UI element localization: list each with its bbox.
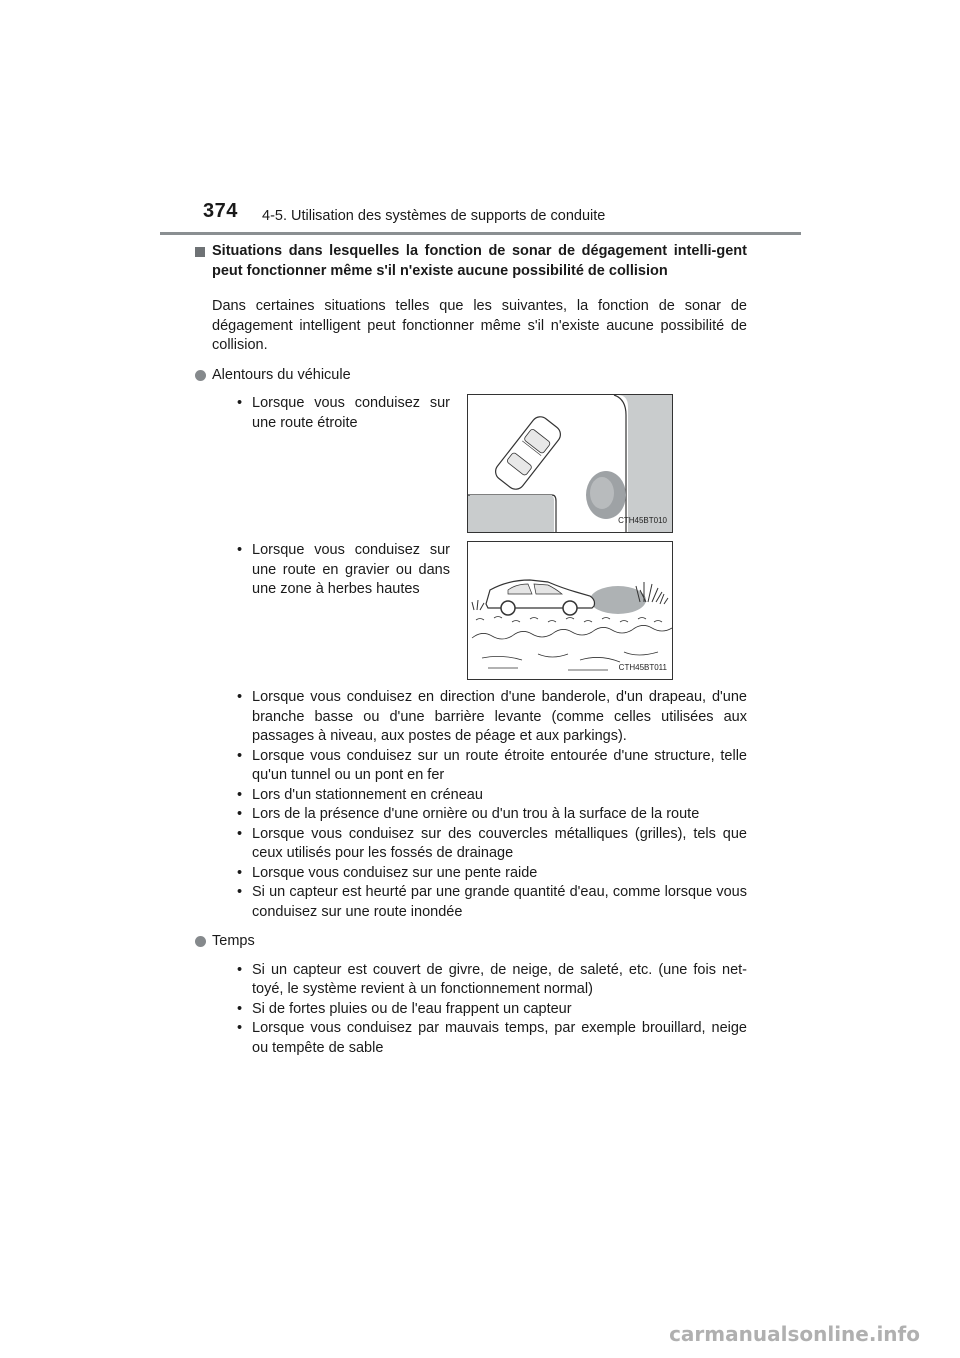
surroundings-list [195, 688, 747, 922]
header-rule [160, 232, 801, 235]
figure-row-narrow-road [195, 394, 747, 533]
circle-bullet-icon [195, 370, 206, 381]
watermark: carmanualsonline.info [669, 1322, 920, 1346]
list-item: • Lorsque vous conduisez sur des couvercles métalliques (grilles), tels que ceux utilisés pour les fossés de drainage [237, 825, 747, 864]
circle-bullet-icon [195, 936, 206, 947]
list-item: • Lorsque vous conduisez par mauvais temps, par exemple brouillard, neige ou tempête de sable [237, 1019, 747, 1058]
list-item: • Lors de la présence d'une ornière ou d'un trou à la surface de la route [237, 805, 747, 825]
category-weather [195, 932, 747, 952]
list-item: • Si un capteur est couvert de givre, de neige, de saleté, etc. (une fois net-toyé, le système revient à un fonctionnement normal) [237, 961, 747, 1000]
list-item: • Lorsque vous conduisez en direction d'une banderole, d'un drapeau, d'une branche basse ou d'une barrière levante (comme celles utilisées aux passages à niveau, aux postes de péage et aux parkings). [237, 688, 747, 747]
section-title: 4-5. Utilisation des systèmes de supports de conduite [262, 208, 606, 224]
list-item: • Lorsque vous conduisez sur un route étroite entourée d'une structure, telle qu'un tunnel ou un pont en fer [237, 747, 747, 786]
intro-paragraph: Dans certaines situations telles que les suivantes, la fonction de sonar de dégagement intelligent peut fonctionner même s'il n'existe aucune possibilité de collision. [212, 298, 747, 353]
section-heading [195, 242, 747, 281]
figure-row-gravel-road [195, 541, 747, 680]
page-number: 374 [203, 200, 238, 222]
weather-list [195, 961, 747, 1059]
page-content [195, 242, 747, 1058]
category-label: Alentours du véhicule [212, 366, 351, 383]
list-item: • Lorsque vous conduisez sur une route en gravier ou dans une zone à herbes hautes [237, 541, 450, 600]
category-surroundings [195, 366, 747, 386]
category-label: Temps [212, 933, 255, 949]
square-bullet-icon [195, 247, 205, 257]
list-item: • Si un capteur est heurté par une grande quantité d'eau, comme lorsque vous conduisez sur une route inondée [237, 883, 747, 922]
list-item: • Lorsque vous conduisez sur une pente raide [237, 864, 747, 884]
list-item: • Lorsque vous conduisez sur une route étroite [237, 394, 450, 433]
figure-code: CTH45BT010 [618, 515, 667, 525]
figure-narrow-road [467, 394, 673, 533]
list-item: • Si de fortes pluies ou de l'eau frappent un capteur [237, 1000, 747, 1020]
figure-code: CTH45BT011 [618, 662, 667, 672]
heading-text: Situations dans lesquelles la fonction de sonar de dégagement intelli-gent peut fonctionner même s'il n'existe aucune possibilité de collision [212, 243, 747, 279]
list-item: • Lors d'un stationnement en créneau [237, 786, 747, 806]
figure-gravel-road [467, 541, 673, 680]
